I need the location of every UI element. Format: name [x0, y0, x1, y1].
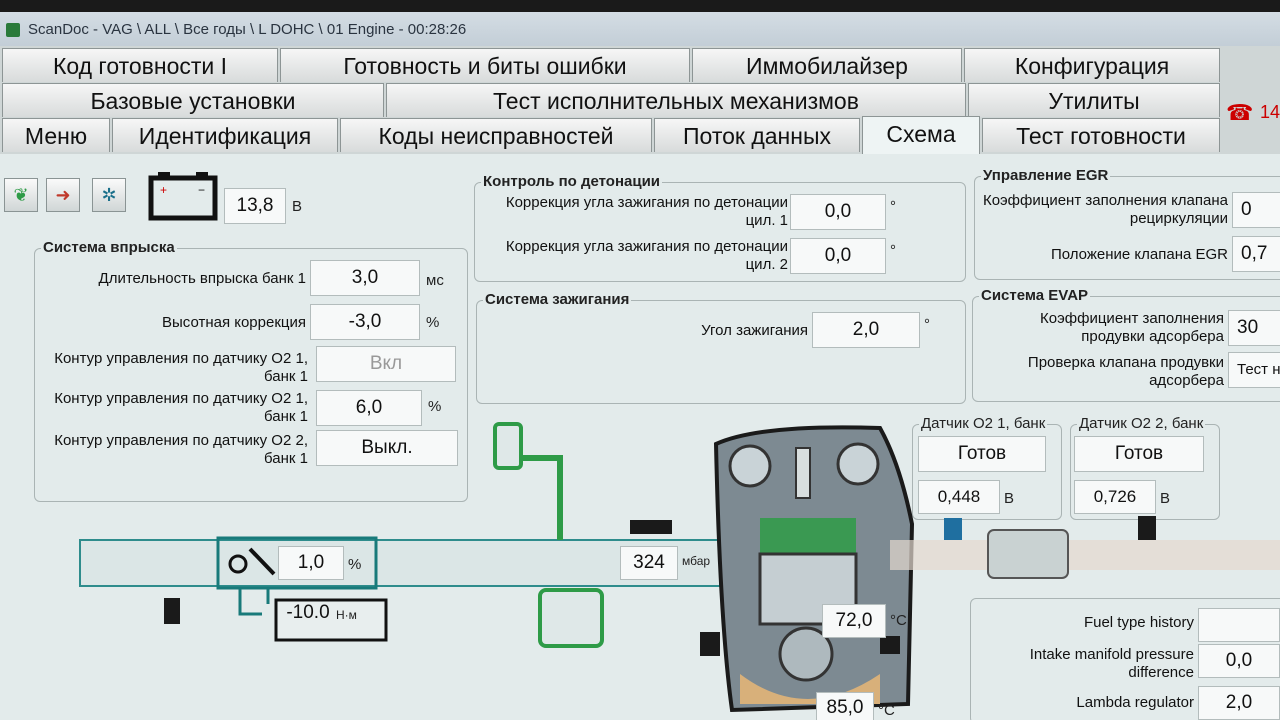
tab-bar	[0, 46, 1280, 154]
window-title: ScanDoc - VAG \ ALL \ Все годы \ L DOHC \ 01 Engine - 00:28:26	[28, 21, 467, 38]
ignition-angle-value: 2,0	[812, 312, 920, 348]
tab-actuator-test[interactable]: Тест исполнительных механизмов	[386, 83, 966, 117]
intake-pressure-diff-label: Intake manifold pressure difference	[1029, 646, 1194, 681]
svg-text:−: −	[198, 183, 206, 197]
combustion-chamber	[760, 518, 856, 558]
o2-bank2-status: Готов	[1074, 436, 1204, 472]
torque-value: -10.0	[286, 602, 330, 623]
leaf-icon[interactable]: ❦	[4, 178, 38, 212]
knock-control-title: Контроль по детонации	[483, 173, 661, 190]
intake-temp-unit: °С	[890, 612, 907, 629]
tab-utilities[interactable]: Утилиты	[968, 83, 1220, 117]
title-bar	[0, 12, 1280, 48]
evap-valve-label: Проверка клапана продувки адсорбера	[1027, 354, 1224, 389]
tab-configuration[interactable]: Конфигурация	[964, 48, 1220, 82]
o2-sensor-1-icon	[944, 518, 962, 540]
app-screen	[0, 12, 1280, 720]
injector-icon	[495, 424, 521, 468]
app-icon	[6, 23, 20, 37]
throttle-value: 1,0	[278, 546, 344, 580]
scheme-panel	[0, 154, 1280, 720]
turtle-icon[interactable]: ✲	[92, 178, 126, 212]
knock-sensor-icon	[700, 632, 720, 656]
ignition-system-title: Система зажигания	[485, 291, 630, 308]
camshaft-1-icon	[730, 446, 770, 486]
o2-bank1-unit: В	[1004, 490, 1015, 507]
fuel-type-history-value	[1198, 608, 1280, 642]
o2-sensor-2-icon	[1138, 516, 1156, 540]
tab-scheme[interactable]: Схема	[862, 116, 980, 154]
tab-readiness-code[interactable]: Код готовности I	[2, 48, 278, 82]
manifold-pressure-value: 324	[620, 546, 678, 580]
evap-valve-value: Тест н	[1228, 352, 1280, 388]
phone-number: 14	[1260, 102, 1280, 122]
throttle-unit: %	[348, 556, 362, 573]
o2-bank1-title: Датчик О2 1, банк	[921, 415, 1046, 432]
evap-duty-label: Коэффициент заполнения продувки адсорбера	[1040, 310, 1224, 345]
tab-readiness-test[interactable]: Тест готовности	[982, 118, 1220, 152]
o2-loop-2-value: 6,0	[316, 390, 422, 426]
injection-system-title: Система впрыска	[43, 239, 175, 256]
lambda-regulator-value: 2,0	[1198, 686, 1280, 720]
evap-duty-value: 30	[1228, 310, 1280, 346]
tab-readiness-bits[interactable]: Готовность и биты ошибки	[280, 48, 690, 82]
injection-duration-unit: мс	[426, 272, 444, 289]
altitude-correction-value: -3,0	[310, 304, 420, 340]
catalytic-converter-icon	[988, 530, 1068, 578]
tab-data-stream[interactable]: Поток данных	[654, 118, 860, 152]
knock-cyl1-label: Коррекция угла зажигания по детонации цил. 1	[505, 194, 788, 229]
tab-identification[interactable]: Идентификация	[112, 118, 338, 152]
battery-icon	[148, 170, 218, 222]
intake-pressure-diff-value: 0,0	[1198, 644, 1280, 678]
egr-title: Управление EGR	[983, 167, 1109, 184]
camshaft-2-icon	[838, 444, 878, 484]
o2-bank1-status: Готов	[918, 436, 1046, 472]
evap-title: Система EVAP	[981, 287, 1089, 304]
ignition-angle-label: Угол зажигания	[701, 322, 808, 339]
phone-icon: ☎	[1226, 100, 1254, 125]
knock-cyl1-unit: °	[890, 198, 896, 215]
exhaust-pipe	[890, 540, 1280, 570]
egr-position-label: Положение клапана EGR	[1050, 246, 1228, 263]
o2-loop-1-label: Контур управления по датчику О2 1, банк 1	[54, 350, 308, 385]
lambda-regulator-label: Lambda regulator	[1076, 694, 1194, 711]
altitude-correction-label: Высотная коррекция	[161, 314, 306, 331]
o2-bank2-unit: В	[1160, 490, 1171, 507]
coolant-sensor-icon	[880, 636, 900, 654]
o2-loop-3-value: Выкл.	[316, 430, 458, 466]
o2-bank1-value: 0,448	[918, 480, 1000, 514]
intake-sensor-icon	[164, 598, 180, 624]
purge-valve-icon	[540, 590, 602, 646]
egr-position-value: 0,7	[1232, 236, 1280, 272]
fuel-type-history-label: Fuel type history	[1083, 614, 1194, 631]
coolant-temp-value: 85,0	[816, 692, 874, 720]
tab-basic-settings[interactable]: Базовые установки	[2, 83, 384, 117]
injection-duration-label: Длительность впрыска банк 1	[98, 270, 306, 287]
altitude-correction-unit: %	[426, 314, 440, 331]
svg-text:+: +	[160, 183, 168, 197]
injection-duration-value: 3,0	[310, 260, 420, 296]
torque-unit: Н·м	[336, 608, 357, 622]
map-sensor-icon	[630, 520, 672, 534]
exit-icon[interactable]: ➜	[46, 178, 80, 212]
intake-temp-value: 72,0	[822, 604, 886, 638]
tab-menu[interactable]: Меню	[2, 118, 110, 152]
knock-cyl1-value: 0,0	[790, 194, 886, 230]
spark-plug-icon	[796, 448, 810, 498]
tab-fault-codes[interactable]: Коды неисправностей	[340, 118, 652, 152]
o2-loop-2-unit: %	[428, 398, 442, 415]
o2-loop-2-label: Контур управления по датчику О2 1, банк 1	[54, 390, 308, 425]
tab-immobilizer[interactable]: Иммобилайзер	[692, 48, 962, 82]
battery-voltage-unit: В	[292, 198, 303, 215]
o2-bank2-title: Датчик О2 2, банк	[1079, 415, 1204, 432]
battery-voltage-value: 13,8	[224, 188, 286, 224]
o2-bank2-value: 0,726	[1074, 480, 1156, 514]
coolant-temp-unit: °С	[878, 702, 895, 719]
manifold-pressure-unit: мбар	[682, 554, 711, 568]
egr-duty-value: 0	[1232, 192, 1280, 228]
o2-loop-1-value: Вкл	[316, 346, 456, 382]
injector-fuel-line	[500, 458, 560, 540]
ignition-angle-unit: °	[924, 316, 930, 333]
o2-loop-3-label: Контур управления по датчику О2 2, банк 1	[54, 432, 308, 467]
knock-cyl2-label: Коррекция угла зажигания по детонации цил. 2	[505, 238, 788, 273]
egr-duty-label: Коэффициент заполнения клапана рециркуляции	[982, 192, 1228, 227]
knock-cyl2-value: 0,0	[790, 238, 886, 274]
knock-cyl2-unit: °	[890, 242, 896, 259]
